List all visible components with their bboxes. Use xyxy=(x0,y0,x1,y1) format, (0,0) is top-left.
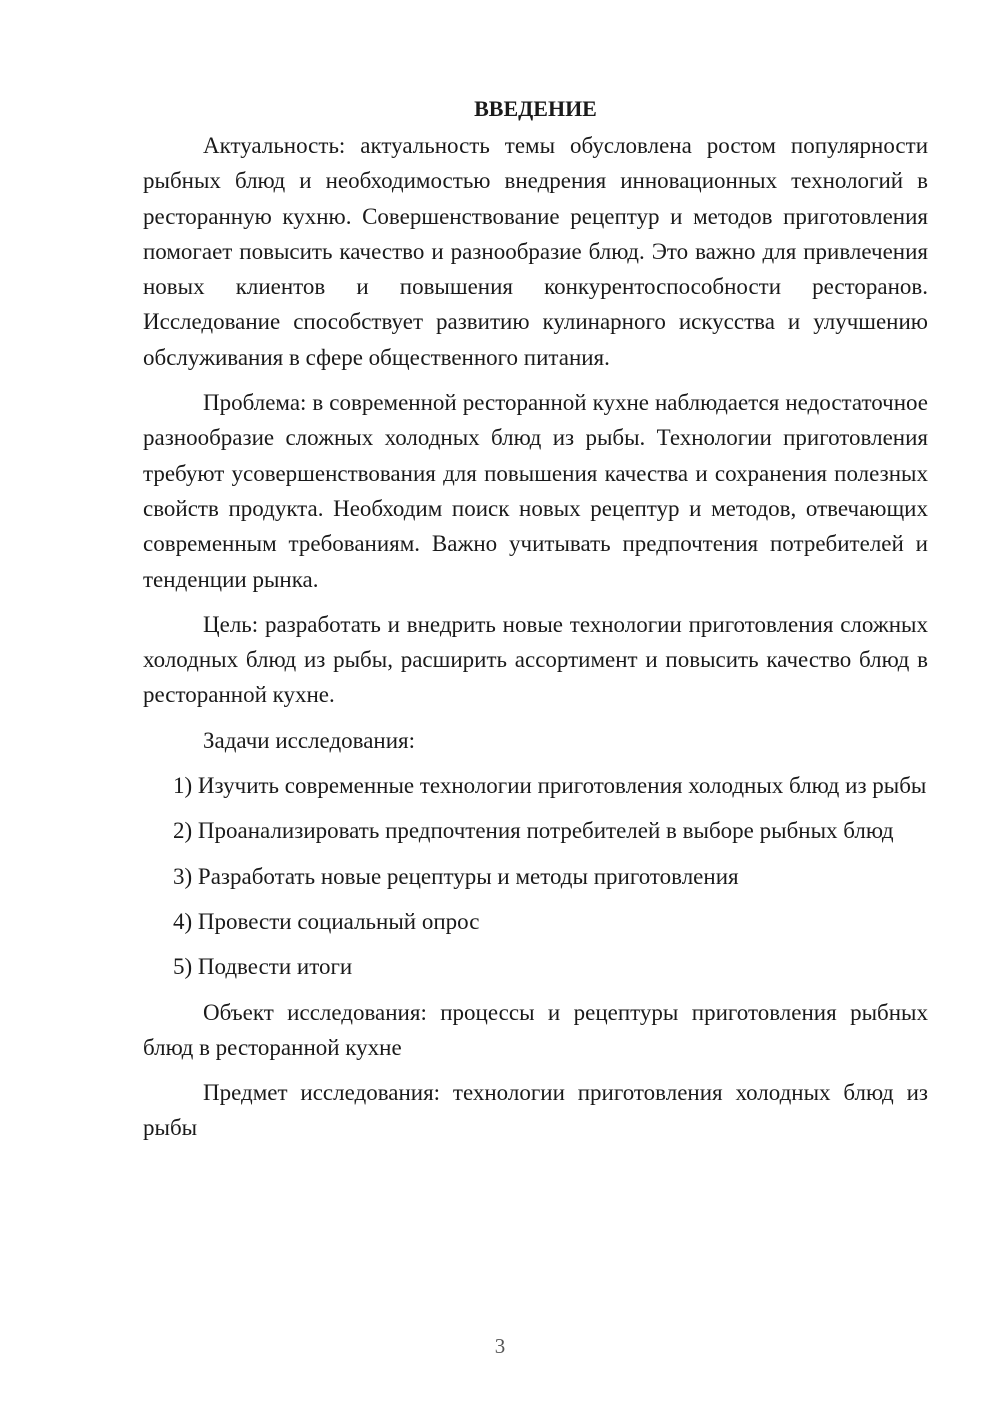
research-object-paragraph: Объект исследования: процессы и рецептуры приготовления рыбных блюд в ресторанной кухне xyxy=(143,999,928,1060)
task-item-3: 3) Разработать новые рецептуры и методы приготовления xyxy=(173,863,739,889)
task-item-4: 4) Провести социальный опрос xyxy=(173,908,480,934)
page-number: 3 xyxy=(494,1334,506,1358)
problem-paragraph: Проблема: в современной ресторанной кухне наблюдается недостаточное разнообразие сложных холодных блюд из рыбы. Технологии приготовления требуют усовершенствования для повышения качества и сохранения полезных свойств продукта. Необходим поиск новых рецептур и методов, отвечающих современным требованиям. Важно учитывать предпочтения потребителей и тенденции рынка. xyxy=(143,390,928,592)
research-subject-paragraph: Предмет исследования: технологии приготовления холодных блюд из рыбы xyxy=(143,1080,928,1141)
section-title: ВВЕДЕНИЕ xyxy=(474,96,597,121)
relevance-paragraph: Актуальность: актуальность темы обусловлена ростом популярности рыбных блюд и необходимостью внедрения инновационных технологий в ресторанную кухню. Совершенствование рецептур и методов приготовления помогает повысить качество и разнообразие блюд. Это важно для привлечения новых клиентов и повышения конкурентоспособности ресторанов. Исследование способствует развитию кулинарного искусства и улучшению обслуживания в сфере общественного питания. xyxy=(143,133,928,370)
goal-paragraph: Цель: разработать и внедрить новые технологии приготовления сложных холодных блюд из рыбы, расширить ассортимент и повысить качество блюд в ресторанной кухне. xyxy=(143,611,928,708)
task-item-5: 5) Подвести итоги xyxy=(173,954,353,980)
task-item-2: 2) Проанализировать предпочтения потребителей в выборе рыбных блюд xyxy=(173,818,894,844)
tasks-heading: Задачи исследования: xyxy=(203,727,416,753)
task-item-1: 1) Изучить современные технологии приготовления холодных блюд из рыбы xyxy=(173,773,927,799)
page-content xyxy=(143,91,928,1156)
